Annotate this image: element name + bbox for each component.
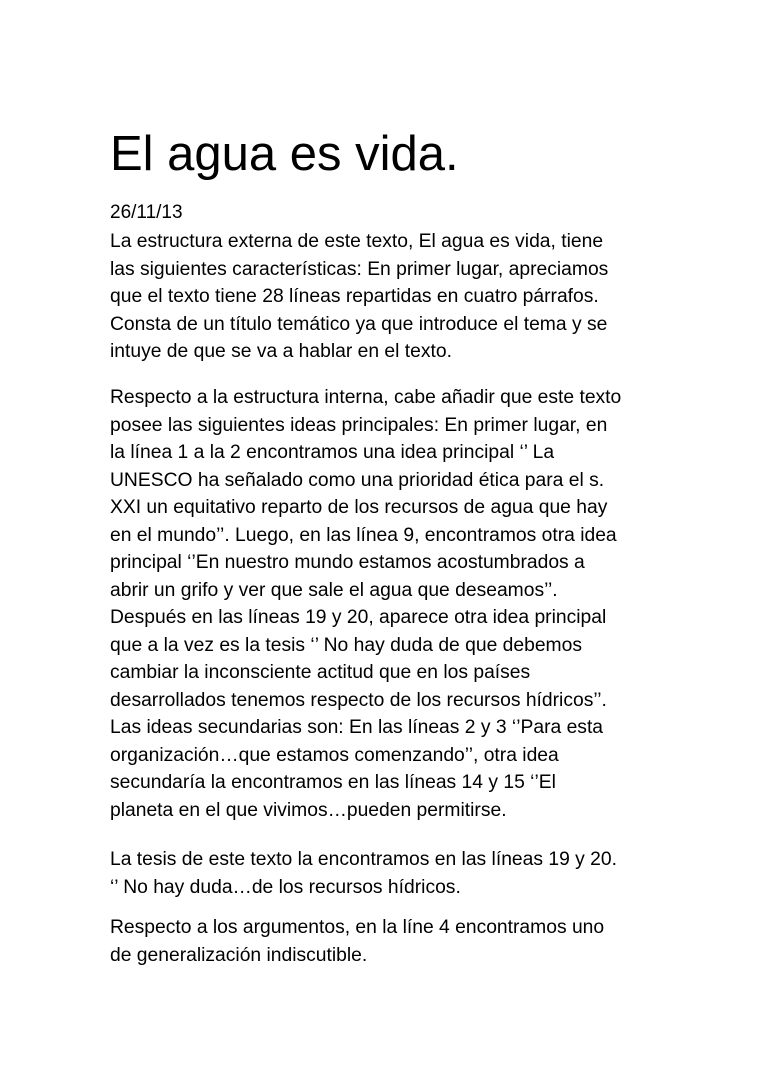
text-line: organización…que estamos comenzando’’, otra idea	[110, 744, 559, 766]
text-line: cambiar la inconsciente actitud que en los países	[110, 662, 531, 683]
text-line: ‘’ No hay duda…de los recursos hídricos.	[110, 876, 461, 898]
text-line: UNESCO ha señalado como una prioridad ética para el s.	[110, 469, 605, 491]
text-line: las siguientes características: En primer lugar, apreciamos	[110, 258, 609, 280]
text-line: de generalización indiscutible.	[110, 944, 368, 966]
text-line: posee las siguientes ideas principales: En primer lugar, en	[110, 414, 608, 436]
text-line: planeta en el que vivimos…pueden permitirse.	[110, 799, 507, 821]
text-line: XXI un equitativo reparto de los recursos de agua que hay	[110, 497, 608, 518]
text-line: La tesis de este texto la encontramos en las líneas 19 y 20.	[110, 849, 617, 870]
text-line: La estructura externa de este texto, El agua es vida, tiene	[110, 231, 604, 252]
text-line: que a la vez es la tesis ‘’ No hay duda de que debemos	[110, 634, 582, 656]
text-line: Después en las líneas 19 y 20, aparece otra idea principal	[110, 607, 607, 628]
text-line: en el mundo’’. Luego, en las línea 9, encontramos otra idea	[110, 524, 617, 546]
text-line: principal ‘’En nuestro mundo estamos acostumbrados a	[110, 552, 585, 573]
text-line: abrir un grifo y ver que sale el agua que deseamos’’.	[110, 579, 558, 601]
text-line: que el texto tiene 28 líneas repartidas en cuatro párrafos.	[110, 286, 599, 307]
document-date: 26/11/13	[110, 202, 183, 223]
text-line: Respecto a los argumentos, en la líne 4 encontramos uno	[110, 917, 605, 938]
paragraph-internal-structure	[110, 384, 621, 824]
paragraph-thesis	[110, 846, 617, 901]
text-line: Respecto a la estructura interna, cabe añadir que este texto	[110, 387, 622, 408]
text-line: Las ideas secundarias son: En las líneas 2 y 3 ‘’Para esta	[110, 717, 604, 738]
text-line: desarrollados tenemos respecto de los recursos hídricos’’.	[110, 689, 607, 711]
text-line: intuye de que se va a hablar en el texto.	[110, 341, 452, 362]
paragraph-external-structure	[110, 228, 608, 366]
paragraph-arguments	[110, 914, 604, 969]
document-title: El agua es vida.	[110, 127, 459, 181]
text-line: Consta de un título temático ya que introduce el tema y se	[110, 313, 608, 335]
text-line: secundaría la encontramos en las líneas 14 y 15 ‘’El	[110, 772, 556, 793]
text-line: la línea 1 a la 2 encontramos una idea principal ‘’ La	[110, 442, 555, 463]
